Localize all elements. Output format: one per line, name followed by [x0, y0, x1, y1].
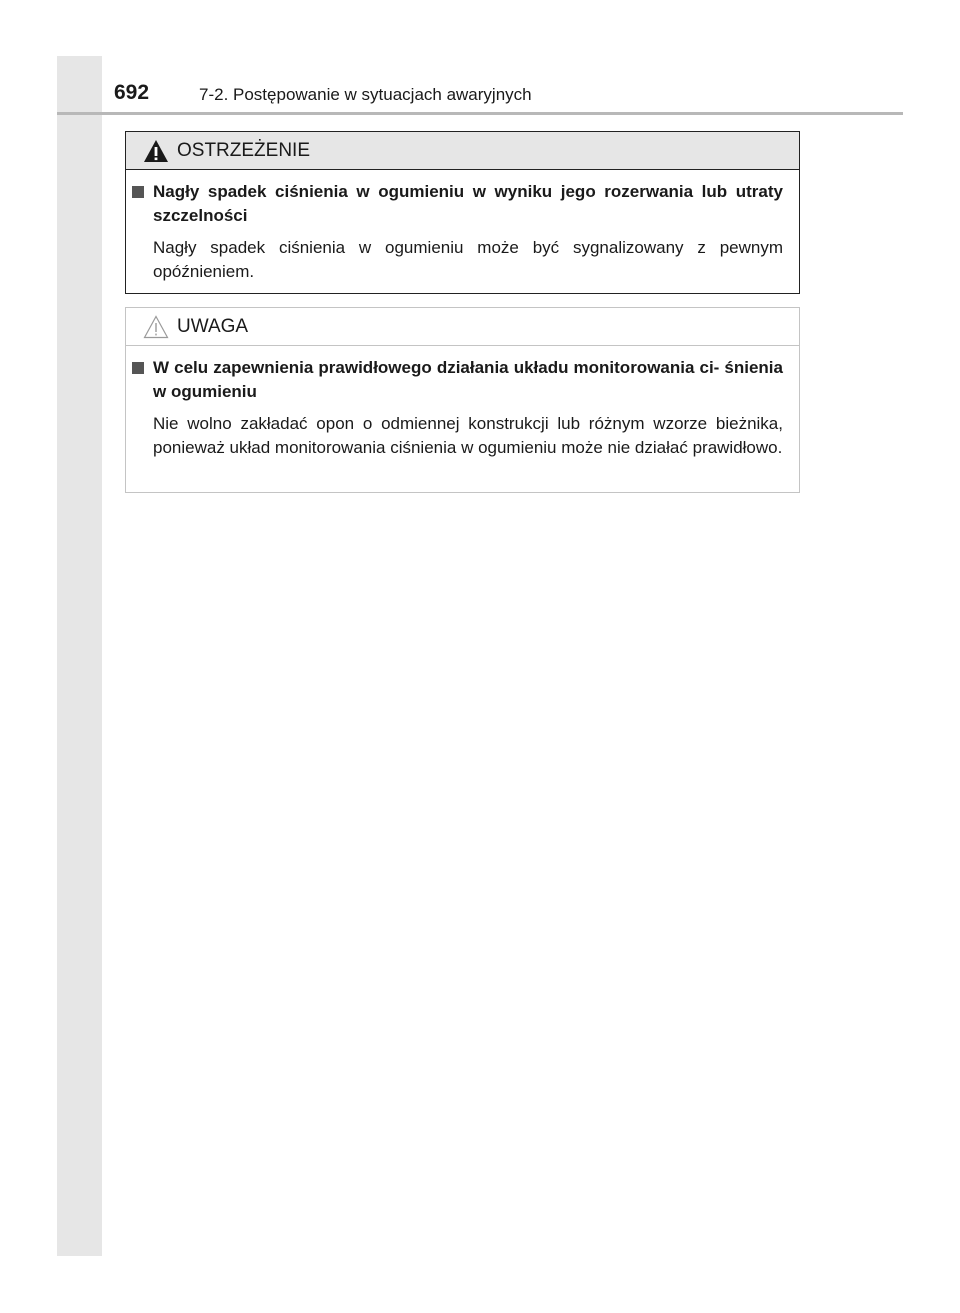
caution-item-heading: W celu zapewnienia prawidłowego działania układu monitorowania ci- śnienia w ogumieniu	[153, 358, 783, 401]
warning-box-header	[126, 132, 799, 170]
caution-box	[125, 307, 800, 493]
caution-box-title: UWAGA	[177, 315, 249, 337]
page-side-strip	[57, 56, 102, 1256]
warning-box-body	[126, 170, 799, 284]
warning-triangle-icon	[143, 139, 169, 163]
page-number: 692	[114, 81, 150, 104]
square-bullet-icon	[132, 186, 144, 198]
caution-item	[132, 356, 783, 404]
caution-box-header	[126, 308, 799, 346]
caution-triangle-icon	[143, 315, 169, 339]
caution-box-body	[126, 346, 799, 460]
warning-box-title: OSTRZEŻENIE	[177, 139, 311, 161]
square-bullet-icon	[132, 362, 144, 374]
warning-item-text: Nagły spadek ciśnienia w ogumieniu może być sygnalizowany z pewnym opóźnieniem.	[153, 238, 783, 281]
header-divider	[57, 112, 903, 115]
warning-item-heading: Nagły spadek ciśnienia w ogumieniu w wyniku jego rozerwania lub utraty szczelności	[153, 182, 783, 225]
section-title: 7-2. Postępowanie w sytuacjach awaryjnych	[199, 85, 532, 104]
warning-item	[132, 180, 783, 228]
caution-item-text: Nie wolno zakładać opon o odmiennej konstrukcji lub różnym wzorze bieżnika, ponieważ układ monitorowania ciśnienia w ogumieniu może nie działać prawidłowo.	[153, 414, 783, 457]
warning-box	[125, 131, 800, 294]
